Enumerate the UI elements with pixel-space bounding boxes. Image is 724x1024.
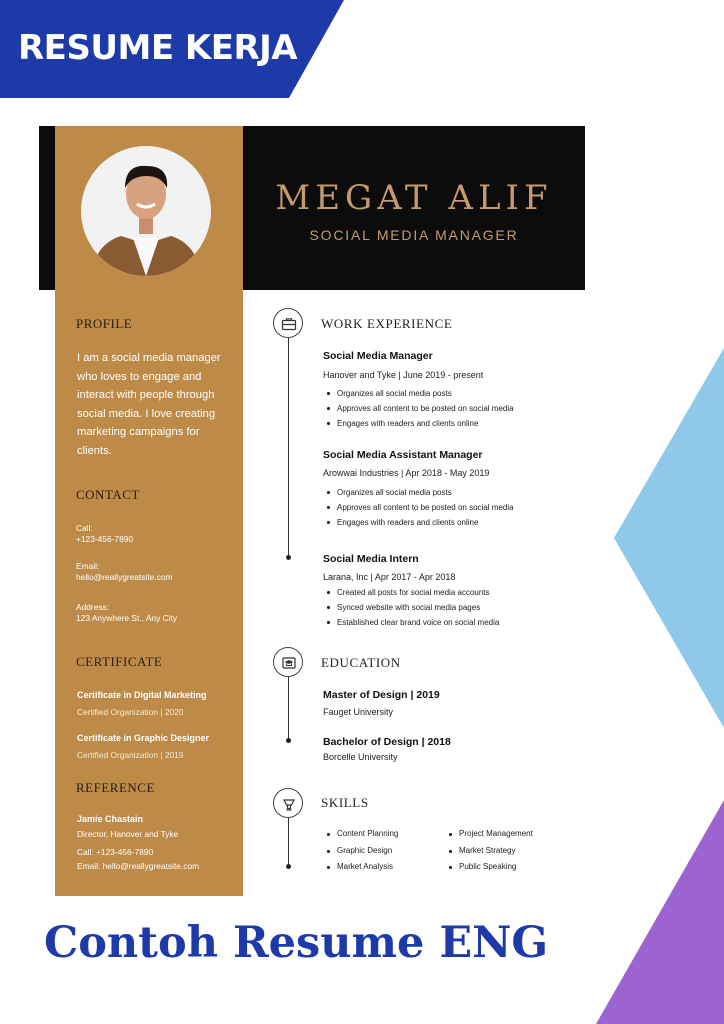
- certificate-title: Certificate in Graphic Designer: [77, 733, 210, 743]
- reference-email: Email: hello@reallygreatsite.com: [77, 861, 200, 871]
- person-name: MEGAT ALIF: [275, 178, 553, 218]
- school-name: Borcelle University: [323, 752, 398, 762]
- profile-text: I am a social media manager who loves to engage and interact with people through social media. I love creating marketing campaigns for clients.: [77, 352, 221, 457]
- job-role: SOCIAL MEDIA MANAGER: [309, 227, 519, 243]
- duty-item: Engages with readers and clients online: [323, 515, 514, 530]
- skill-item: Public Speaking: [445, 859, 575, 876]
- degree-title: Bachelor of Design | 2018: [323, 736, 451, 748]
- school-name: Fauget University: [323, 707, 394, 717]
- reference-name: Jamie Chastain: [77, 814, 144, 824]
- skill-item: Market Analysis: [323, 859, 445, 876]
- skill-item: Content Planning: [323, 826, 445, 843]
- job-duties: [323, 386, 514, 431]
- skills-circle: [273, 788, 303, 818]
- education-heading: EDUCATION: [321, 655, 401, 670]
- banner-title: RESUME KERJA: [18, 28, 298, 68]
- contact-call-label: Call:: [76, 523, 93, 533]
- duty-item: Created all posts for social media accounts: [323, 585, 499, 600]
- certificate-heading: CERTIFICATE: [76, 654, 163, 669]
- contact-phone: +123-456-7890: [76, 534, 134, 544]
- certificate-issuer: Certified Organization | 2019: [77, 750, 184, 760]
- contact-email-label: Email:: [76, 561, 100, 571]
- duty-item: Organizes all social media posts: [323, 386, 514, 401]
- job-title: Social Media Intern: [323, 553, 419, 565]
- timeline-line: [288, 676, 289, 740]
- job-company-dates: Larana, Inc | Apr 2017 - Apr 2018: [323, 572, 456, 582]
- briefcase-icon: [281, 316, 297, 332]
- contact-heading: CONTACT: [76, 487, 140, 502]
- job-duties: [323, 485, 514, 530]
- timeline-dot: [286, 738, 291, 743]
- duty-item: Approves all content to be posted on social media: [323, 401, 514, 416]
- profile-heading: PROFILE: [76, 316, 133, 331]
- skills-list: [323, 826, 583, 876]
- experience-circle: [273, 308, 303, 338]
- certificate-title: Certificate in Digital Marketing: [77, 690, 207, 700]
- degree-title: Master of Design | 2019: [323, 689, 440, 701]
- lightbulb-icon: [281, 796, 297, 812]
- job-company-dates: Hanover and Tyke | June 2019 - present: [323, 370, 484, 380]
- timeline-line: [288, 337, 289, 557]
- duty-item: Synced website with social media pages: [323, 600, 499, 615]
- skill-item: Graphic Design: [323, 843, 445, 860]
- experience-heading: WORK EXPERIENCE: [321, 316, 453, 331]
- reference-phone: Call: +123-456-7890: [77, 847, 154, 857]
- timeline-dot: [286, 555, 291, 560]
- job-title: Social Media Manager: [323, 350, 433, 362]
- job-company-dates: Arowwai Industries | Apr 2018 - May 2019: [323, 468, 490, 478]
- skills-heading: SKILLS: [321, 795, 369, 810]
- blue-triangle-decoration: [614, 348, 724, 728]
- duty-item: Engages with readers and clients online: [323, 416, 514, 431]
- contact-email: hello@reallygreatsite.com: [76, 572, 173, 582]
- contact-address-label: Address:: [76, 602, 110, 612]
- skill-item: Market Strategy: [445, 843, 575, 860]
- reference-position: Director, Hanover and Tyke: [77, 829, 179, 839]
- duty-item: Organizes all social media posts: [323, 485, 514, 500]
- timeline-line: [288, 818, 289, 866]
- job-title: Social Media Assistant Manager: [323, 449, 483, 461]
- skill-item: Project Management: [445, 826, 575, 843]
- footer-title: Contoh Resume ENG: [44, 918, 549, 968]
- profile-photo: [81, 146, 211, 276]
- purple-triangle-decoration: [596, 800, 724, 1024]
- contact-address: 123 Anywhere St., Any City: [76, 613, 178, 623]
- reference-heading: REFERENCE: [76, 780, 155, 795]
- timeline-dot: [286, 864, 291, 869]
- duty-item: Established clear brand voice on social media: [323, 615, 499, 630]
- certificate-issuer: Certified Organization | 2020: [77, 707, 184, 717]
- job-duties: [323, 585, 499, 630]
- graduation-icon: [281, 655, 297, 671]
- duty-item: Approves all content to be posted on social media: [323, 500, 514, 515]
- education-circle: [273, 647, 303, 677]
